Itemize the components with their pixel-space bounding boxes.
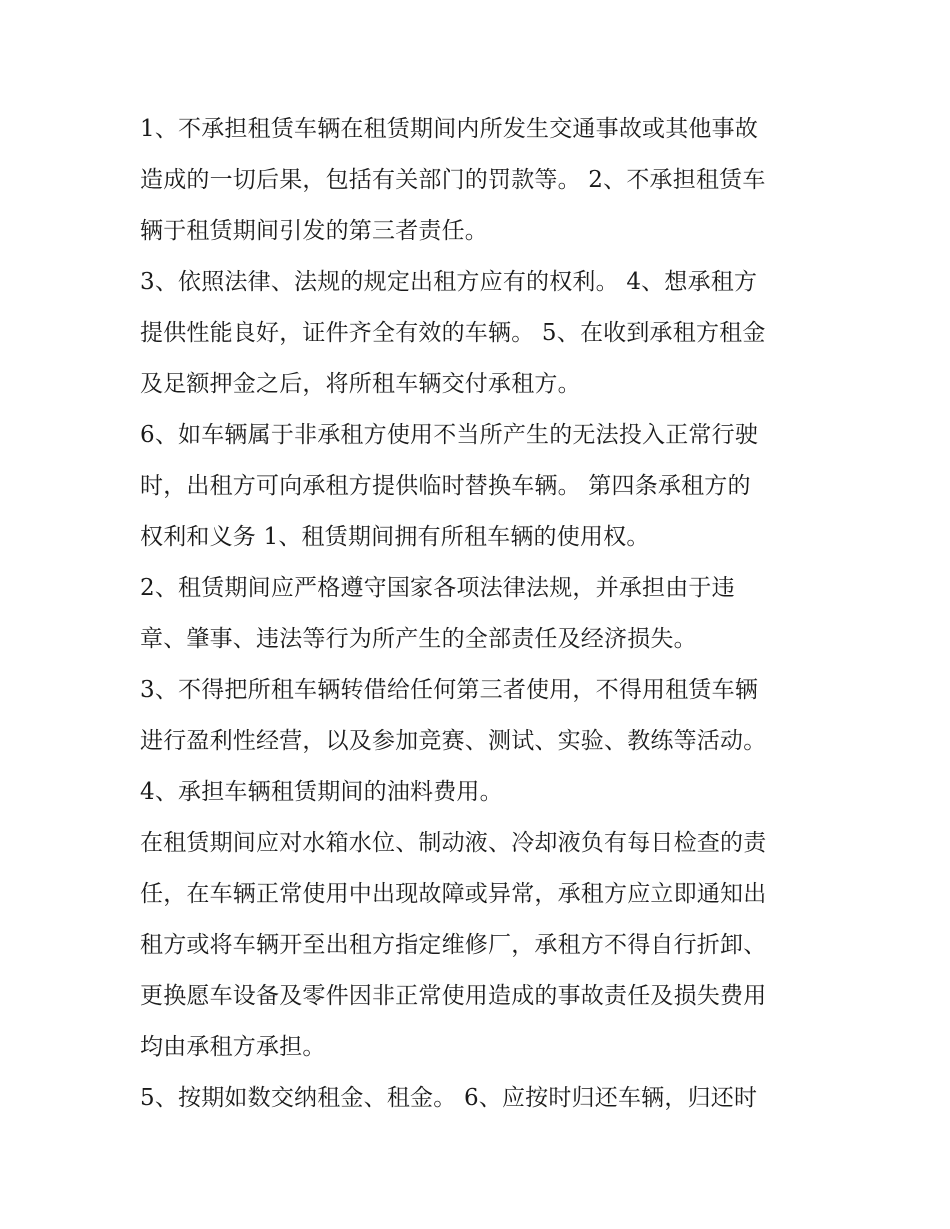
text-line: 3、不得把所租车辆转借给任何第三者使用，不得用租赁车辆 xyxy=(140,677,759,703)
text-line: 1、不承担租赁车辆在租赁期间内所发生交通事故或其他事故 xyxy=(140,116,759,142)
text-line: 权利和义务 1、租赁期间拥有所租车辆的使用权。 xyxy=(140,524,650,550)
text-line: 及足额押金之后，将所租车辆交付承租方。 xyxy=(140,371,581,397)
text-line: 在租赁期间应对水箱水位、制动液、冷却液负有每日检查的责 xyxy=(140,830,767,856)
text-line: 5、按期如数交纳租金、租金。 6、应按时归还车辆，归还时 xyxy=(140,1085,758,1111)
text-line: 章、肇事、违法等行为所产生的全部责任及经济损失。 xyxy=(140,626,697,652)
text-line: 2、租赁期间应严格遵守国家各项法律法规，并承担由于违 xyxy=(140,575,735,601)
document-body xyxy=(140,104,820,1124)
text-line: 进行盈利性经营，以及参加竞赛、测试、实验、教练等活动。 xyxy=(140,728,767,754)
text-line: 任，在车辆正常使用中出现故障或异常，承租方应立即通知出 xyxy=(140,881,767,907)
text-line: 均由承租方承担。 xyxy=(140,1034,326,1060)
text-line: 租方或将车辆开至出租方指定维修厂，承租方不得自行折卸、 xyxy=(140,932,767,958)
text-line: 6、如车辆属于非承租方使用不当所产生的无法投入正常行驶 xyxy=(140,422,759,448)
text-line: 更换愿车设备及零件因非正常使用造成的事故责任及损失费用 xyxy=(140,983,767,1009)
text-line: 辆于租赁期间引发的第三者责任。 xyxy=(140,218,488,244)
text-line: 时，出租方可向承租方提供临时替换车辆。 第四条承租方的 xyxy=(140,473,751,499)
text-line: 3、依照法律、法规的规定出租方应有的权利。 4、想承租方 xyxy=(140,269,758,295)
text-line: 造成的一切后果，包括有关部门的罚款等。 2、不承担租赁车 xyxy=(140,167,766,193)
text-line: 4、承担车辆租赁期间的油料费用。 xyxy=(140,779,503,805)
text-line: 提供性能良好，证件齐全有效的车辆。 5、在收到承租方租金 xyxy=(140,320,766,346)
